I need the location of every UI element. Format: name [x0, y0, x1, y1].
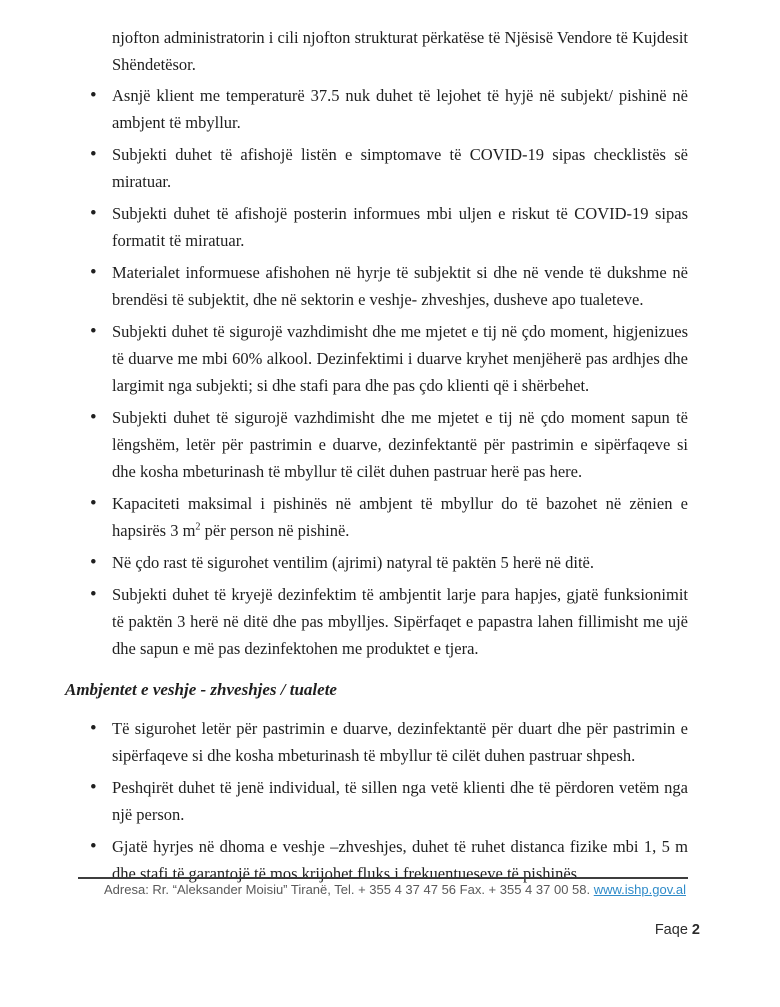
page-footer	[78, 877, 688, 897]
section-heading-dressing-rooms: Ambjentet e veshje - zhveshjes / tualete	[65, 680, 337, 699]
continuation-paragraph: njofton administratorin i cili njofton strukturat përkatëse të Njësisë Vendore të Kujdesit Shëndetësor.	[112, 28, 688, 74]
bullet-item: • Subjekti duhet të kryejë dezinfektim të ambjentit larje para hapjes, gjatë funksionimit të paktën 3 herë në ditë dhe pas mbylljes. Sipërfaqet e papastra lahen fillimisht me ujë dhe sapun e më pas dezinfektohen me produktet e tjera.	[90, 581, 688, 662]
bullet-item: • Gjatë hyrjes në dhoma e veshje –zhveshjes, duhet të ruhet distanca fizike mbi 1, 5 m dhe stafi të garantojë të mos krijohet fluks i frekuentueseve të pishinës.	[90, 833, 688, 887]
bullet-item: • Subjekti duhet të sigurojë vazhdimisht dhe me mjetet e tij në çdo moment sapun të lëngshëm, letër për pastrimin e duarve, dezinfektantë për pastrimin e sipërfaqeve si dhe kosha mbeturinash të mbyllur të cilët duhen pastruar herë pas here.	[90, 404, 688, 485]
bullet-item	[90, 490, 688, 544]
bullet-text-post: për person në pishinë.	[200, 521, 350, 540]
page-number-value: 2	[691, 922, 700, 938]
page-number	[655, 922, 700, 938]
superscript-2: 2	[195, 521, 201, 533]
page-content	[65, 24, 688, 892]
bullet-item: • Subjekti duhet të afishojë listën e simptomave të COVID-19 sipas checklistës së miratuar.	[90, 141, 688, 195]
bullet-item: • Peshqirët duhet të jenë individual, të sillen nga vetë klienti dhe të përdoren vetëm nga një person.	[90, 774, 688, 828]
rules-list-general	[90, 82, 688, 662]
rules-list-dressing-rooms	[90, 715, 688, 887]
bullet-text-pre: Kapaciteti maksimal i pishinës në ambjent të mbyllur do të bazohet në zënien e hapsirës 3 m	[112, 494, 688, 540]
footer-website-link[interactable]: www.ishp.gov.al	[593, 882, 686, 897]
bullet-item: • Asnjë klient me temperaturë 37.5 nuk duhet të lejohet të hyjë në subjekt/ pishinë në ambjent të mbyllur.	[90, 82, 688, 136]
page-number-label: Faqe	[654, 922, 692, 938]
footer-address-text: Adresa: Rr. “Aleksander Moisiu” Tiranë, Tel. + 355 4 37 47 56 Fax. + 355 4 37 00 58.	[104, 882, 594, 897]
bullet-item: • Subjekti duhet të sigurojë vazhdimisht dhe me mjetet e tij në çdo moment, higjenizues të duarve me mbi 60% alkool. Dezinfektimi i duarve kryhet menjëherë pas ardhjes dhe largimit nga subjekti; si dhe stafi para dhe pas çdo klienti që i shërbehet.	[90, 318, 688, 399]
bullet-item: • Subjekti duhet të afishojë posterin informues mbi uljen e riskut të COVID-19 sipas formatit të miratuar.	[90, 200, 688, 254]
bullet-item: • Të sigurohet letër për pastrimin e duarve, dezinfektantë për duart dhe për pastrimin e sipërfaqeve si dhe kosha mbeturinash të mbyllur të cilët duhen pastruar shpesh.	[90, 715, 688, 769]
bullet-item: • Në çdo rast të sigurohet ventilim (ajrimi) natyral të paktën 5 herë në ditë.	[90, 549, 688, 576]
footer-address-line	[78, 882, 688, 897]
bullet-item: • Materialet informuese afishohen në hyrje të subjektit si dhe në vende të dukshme në brendësi të subjektit, dhe në sektorin e veshje- zhveshjes, dusheve apo tualeteve.	[90, 259, 688, 313]
